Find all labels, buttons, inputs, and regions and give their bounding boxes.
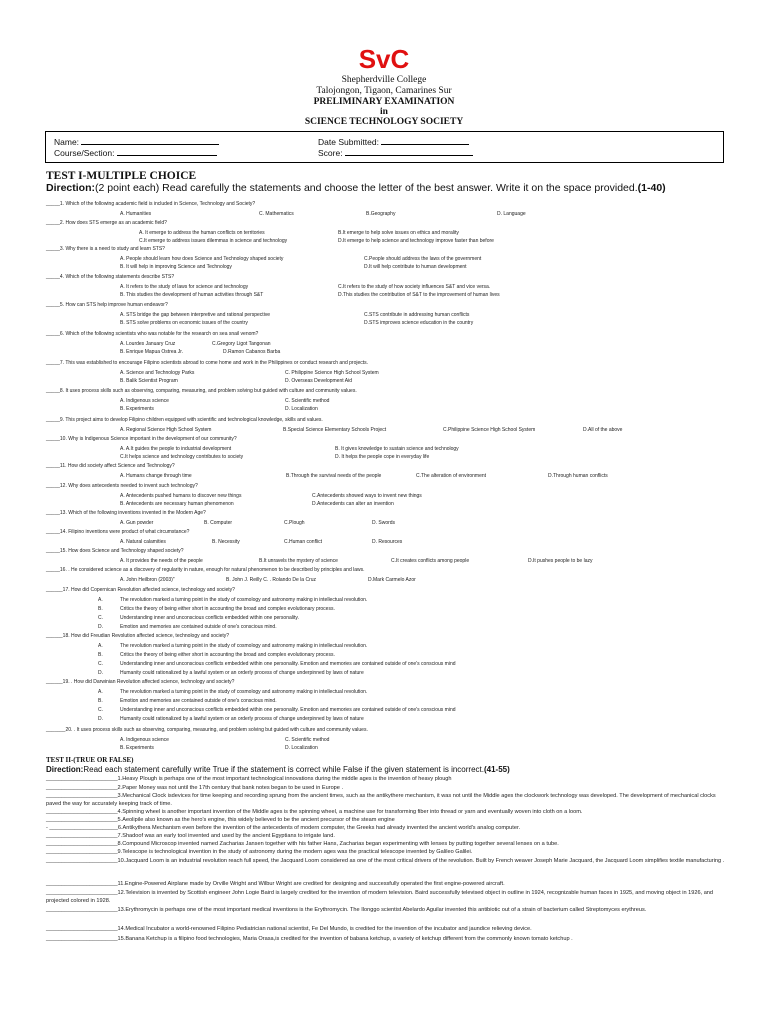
question-18-option-letter: D.: [98, 670, 103, 676]
question-16-option: D.Mark Carmelo Azor: [368, 577, 416, 583]
question-3-option: B. It will help in improving Science and Technology: [120, 264, 232, 270]
school-address: Talojongon, Tigaon, Camarines Sur: [316, 86, 452, 96]
question-15: _____15. How does Science and Technology shaped society?: [46, 548, 184, 554]
question-18-option-letter: C.: [98, 661, 103, 667]
question-17-option: The revolution marked a turning point in the study of cosmology and astronomy making in intellectual revolution.: [120, 597, 368, 603]
tf-item-10: _______________________10.Jacquard Loom is an industrial revolution reach full speed, the Jacquard Loom considered as one of the most critical drivers of the revolution. Built by French weaver Joseph Marie Jacquard, the Jacquard Loom simplifies textile manufacturing .: [46, 858, 725, 864]
question-2: _____2. How does STS emerge as an academic field?: [46, 220, 167, 226]
question-18-option: Understanding inner and unconscious conflicts embedded within one personality. Emotion and memories are contained outside of one's conscious mind: [120, 661, 456, 667]
question-14-option: C.Human conflict: [284, 539, 323, 545]
test1-title: TEST I-MULTIPLE CHOICE: [46, 170, 197, 182]
question-3-option: A. People should learn how does Science and Technology shaped society: [120, 256, 284, 262]
question-12-option: C.Antecedents showed ways to invent new things: [312, 493, 422, 499]
question-1-option: B.Geography: [366, 211, 396, 217]
question-1-option: D. Language: [497, 211, 526, 217]
tf-item-2: _______________________2.Paper Money was not until the 17th century that bank notes began to be used in Europe .: [46, 785, 344, 791]
question-1-option: A. Humanities: [120, 211, 152, 217]
question-7: _____7. This was established to encourage Filipino scientists abroad to come home and work in the Philippines or conduct research and projects.: [46, 360, 369, 366]
question-13-option: D. Swords: [372, 520, 396, 526]
question-2-option: D.It emerge to help science and technology improve faster than before: [338, 238, 494, 244]
question-12-option: D.Antecedents can alter an invention: [312, 501, 394, 507]
question-19-option: The revolution marked a turning point in the study of cosmology and astronomy making in intellectual revolution.: [120, 689, 368, 695]
test2-title: TEST II-(TRUE OR FALSE): [46, 756, 134, 764]
tf-item-5: _______________________5.Aeolipile also known as the hero's engine, this widely believed to be the ancient precursor of the steam engine: [46, 817, 395, 823]
question-14-option: A. Natural calamities: [120, 539, 166, 545]
question-18-option-letter: A.: [98, 643, 103, 649]
question-19-option: Humanity could rationalized by a lawful system or an orderly process of change underpinned by laws of nature: [120, 716, 364, 722]
score-label: Score:: [318, 148, 343, 158]
question-15-option: B.It unravels the mystery of science: [259, 558, 338, 564]
subject-title: SCIENCE TECHNOLOGY SOCIETY: [304, 117, 464, 127]
question-14-option: D. Resources: [372, 539, 403, 545]
question-11-option: D.Through human conflicts: [548, 473, 608, 479]
question-2-option: B.It emerge to help solve issues on ethics and morality: [338, 230, 459, 236]
question-10-option: C.It helps science and technology contributes to society: [120, 454, 244, 460]
tf-item-13: _______________________13.Erythromycin is perhaps one of the most important medical inventions is the Erythromycin. The Ilonggo scientist Abelardo Aguilar invented this antibiotic out of a strain of bacterium called Streptomyces erythreus.: [46, 907, 647, 913]
course-line[interactable]: [117, 147, 217, 156]
tf-item-9: _______________________9.Telescope is technological invention in the study of astronomy during the modern ages was the practical telescope invented by Galileo Galilei.: [46, 849, 473, 855]
question-19-option: Emotion and memories are contained outside of one's conscious mind.: [120, 698, 277, 704]
question-18-option: Humanity could rationalized by a lawful system or an orderly process of change underpinned by laws of nature: [120, 670, 364, 676]
exam-in: in: [380, 107, 388, 117]
question-20-option: A. Indigenous science: [120, 737, 169, 743]
tf-item-3: _______________________3.Mechanical Clock isdevices for time keeping and recording sprung from the ancient times, such as the antikythere mechanism, it was not until the Middle ages the clockwork technology was developed. The development of mechanical clocks paved the way for accurately keeping track of time.: [46, 793, 716, 807]
name-label: Name:: [54, 137, 80, 147]
question-5-option: C.STS contribute in addressing human conflicts: [364, 312, 470, 318]
question-19-option-letter: C.: [98, 707, 103, 713]
question-3: _____3. Why there is a need to study and learn STS?: [46, 246, 165, 252]
question-19-option: Understanding inner and unconscious conflicts embedded within one personality. Emotion and memories are contained outside of one's conscious mind: [120, 707, 456, 713]
date-field[interactable]: [318, 136, 469, 147]
question-16: _____16. . He considered science as a discovery of regularity in nature, enough for natural phenomenon to be described by principles and laws.: [46, 567, 365, 573]
question-11-option: A. Humans change through time: [120, 473, 192, 479]
tf-item-1: _______________________1.Heavy Plough is perhaps one of the most important technological innovations during the middle ages is the invention of heavy plough: [46, 776, 452, 782]
question-16-option: B. John J. Reilly C. . Rolando De la Cruz: [226, 577, 317, 583]
question-4: _____4. Which of the following statements describe STS?: [46, 274, 175, 280]
test2-direction: Direction:Read each statement carefully write True if the statement is correct while False if the given statement is incorrect.(41-55): [46, 765, 510, 774]
question-4-option: A. It refers to the study of laws for science and technology: [120, 284, 249, 290]
score-field[interactable]: [318, 147, 473, 158]
question-17-option: Emotion and memories are contained outside of one's conscious mind.: [120, 624, 277, 630]
question-17: ______17. How did Copernican Revolution affected science, technology and society?: [46, 587, 235, 593]
question-9: _____9. This project aims to develop Filipino children equipped with scientific and technological knowledge, skills and values.: [46, 417, 323, 423]
question-13-option: C.Plough: [284, 520, 305, 526]
question-6-option: B. Enrique Mapua Ostrea Jr.: [120, 349, 184, 355]
question-3-option: C.People should address the laws of the government: [364, 256, 482, 262]
question-19: ______19. . How did Darwinian Revolution affected science, technology and society?: [46, 679, 235, 685]
course-field[interactable]: [54, 147, 217, 158]
question-5: _____5. How can STS help improve human endeavor?: [46, 302, 168, 308]
question-3-option: D.It will help contribute to human development: [364, 264, 467, 270]
question-10: _____10. Why is Indigenous Science important in the development of our community?: [46, 436, 237, 442]
question-4-option: D.This studies the contribution of S&T to the improvement of human lives: [338, 292, 500, 298]
question-12-option: A. Antecedents pushed humans to discover new things: [120, 493, 242, 499]
question-20-option: D. Localization: [285, 745, 318, 751]
question-15-option: D.It pushes people to be lazy: [528, 558, 593, 564]
question-1: _____1. Which of the following academic field is included in Science, Technology and Society?: [46, 201, 256, 207]
question-19-option-letter: A.: [98, 689, 103, 695]
question-14-option: B. Necessity: [212, 539, 240, 545]
question-13-option: A. Gun powder: [120, 520, 154, 526]
tf-item-7: _______________________7.Shadoof was an early tool invented and used by the ancient Egyptians to irrigate land.: [46, 833, 335, 839]
question-4-option: B. This studies the development of human activities through S&T: [120, 292, 264, 298]
question-6-option: A. Lourdes January Cruz: [120, 341, 176, 347]
question-18-option-letter: B.: [98, 652, 103, 658]
question-9-option: C.Philippine Science High School System: [443, 427, 536, 433]
name-field[interactable]: [54, 136, 219, 147]
question-11-option: B.Through the survival needs of the people: [286, 473, 382, 479]
question-10-option: A. A.It guides the people to industrial development: [120, 446, 232, 452]
question-4-option: C.It refers to the study of how society influences S&T and vice versa.: [338, 284, 491, 290]
date-line[interactable]: [381, 136, 469, 145]
question-17-option-letter: D.: [98, 624, 103, 630]
question-8-option: D. Localization: [285, 406, 318, 412]
question-8-option: C. Scientific method: [285, 398, 330, 404]
question-17-option: Critics the theory of being either short in accounting the broad and complex evolutionary process.: [120, 606, 335, 612]
school-name: Shepherdville College: [341, 75, 427, 85]
question-18-option: Critics the theory of being either short in accounting the broad and complex evolutionary process.: [120, 652, 335, 658]
tf-item-11: _______________________11.Engine-Powered Airplane made by Orville Wright and Wilbur Wright are credited for designing and successfully operated the first engine-powered aircraft.: [46, 881, 505, 887]
question-9-option: D.All of the above: [583, 427, 623, 433]
tf-item-12: _______________________12.Television is invented by Scottish engineer John Logie Baird is largely credited for the invention of modern television. Baird successfully televised object in outline in 1924, recognizable human faces in 1925, and moving object in 1926, and projected colored in 1928.: [46, 890, 714, 904]
question-14: _____14. Filipino inventions were product of what circumstance?: [46, 529, 190, 535]
question-6-option: D.Ramon Cabanos Barba: [223, 349, 281, 355]
question-20-option: B. Experiments: [120, 745, 154, 751]
date-label: Date Submitted:: [318, 137, 379, 147]
question-9-option: A. Regional Science High School System: [120, 427, 212, 433]
question-20: _______20. . It uses process skills such as observing, comparing, measuring, and problem solving but guided with culture and community values.: [46, 727, 368, 733]
question-18-option: The revolution marked a turning point in the study of cosmology and astronomy making in intellectual revolution.: [120, 643, 368, 649]
question-7-option: C. Philippine Science High School System: [285, 370, 379, 376]
question-6-option: C.Gregory Ligot Tangonan: [212, 341, 271, 347]
question-11-option: C.The alteration of environment: [416, 473, 487, 479]
question-13: _____13. Which of the following inventions invented in the Modern Age?: [46, 510, 206, 516]
question-11: _____11. How did society affect Science and Technology?: [46, 463, 175, 469]
test1-direction: Direction:(2 point each) Read carefully the statements and choose the letter of the best answer. Write it on the space provided.(1-40): [46, 182, 666, 194]
question-6: _____6. Which of the following scientists who was notable for the research on sea snail venom?: [46, 331, 259, 337]
tf-item-4: _______________________4.Spinning wheel is another important invention of the Middle ages is the spinning wheel, a machine use for transforming fiber into thread or yarn and eventually woven into cloth on a loom.: [46, 809, 583, 815]
question-5-option: B. STS solve problems on economic issues of the country: [120, 320, 248, 326]
question-12: _____12. Why does antecedents needed to invent such technology?: [46, 483, 198, 489]
question-16-option: A. John Heilbron (2003)": [120, 577, 175, 583]
question-8-option: B. Experiments: [120, 406, 154, 412]
question-8-option: A. Indigenous science: [120, 398, 169, 404]
question-17-option: Understanding inner and unconscious conflicts embedded within one personality.: [120, 615, 299, 621]
tf-item-8: _______________________8.Compound Microscop invented named Zacharias Jansen together with his father Hans, Zacharias began experimenting with lenses by putting together several lenses on a tube.: [46, 841, 559, 847]
question-2-option: A. It emerge to address the human conflicts on territories: [139, 230, 265, 236]
college-logo: SvC: [358, 44, 410, 74]
question-13-option: B. Computer: [204, 520, 233, 526]
question-10-option: B. It gives knowledge to sustain science and technology: [335, 446, 459, 452]
tf-item-14: _______________________14.Medical Incubator a world-renowned Filipino Pediatrician national scientist, Fe Del Mundo, is credited for the invention of the incubator and jaundice relieving device.: [46, 926, 532, 932]
question-20-option: C. Scientific method: [285, 737, 330, 743]
question-2-option: C.It emerge to address issues dilemmas in science and technology: [139, 238, 288, 244]
name-line[interactable]: [81, 136, 219, 145]
question-15-option: A. It provides the needs of the people: [120, 558, 203, 564]
question-8: _____8. It uses process skills such as observing, comparing, measuring, and problem solving but guided with culture and community values.: [46, 388, 357, 394]
question-7-option: A. Science and Technology Parks: [120, 370, 195, 376]
score-line[interactable]: [345, 147, 473, 156]
question-7-option: D. Overseas Development Aid: [285, 378, 352, 384]
question-17-option-letter: A.: [98, 597, 103, 603]
course-label: Course/Section:: [54, 148, 115, 158]
question-18: ______18. How did Freudian Revolution affected science, technology and society?: [46, 633, 230, 639]
question-10-option: D. It helps the people cope in everyday life: [335, 454, 430, 460]
question-7-option: B. Balik Scientist Program: [120, 378, 178, 384]
question-15-option: C.It creates conflicts among people: [391, 558, 470, 564]
question-5-option: D.STS improves science education in the country: [364, 320, 474, 326]
question-1-option: C. Mathematics: [259, 211, 294, 217]
question-17-option-letter: C.: [98, 615, 103, 621]
question-9-option: B.Special Science Elementary Schools Project: [283, 427, 387, 433]
tf-item-6: - ______________________6.Antikythera Mechanism even before the invention of the antecedents of modern computer, the Greeks had already invented the ancient world's analog computer.: [46, 825, 521, 831]
question-5-option: A. STS bridge the gap between interpretive and rational perspective: [120, 312, 271, 318]
question-12-option: B. Antecedents are necessary human phenomenon: [120, 501, 234, 507]
exam-title: PRELIMINARY EXAMINATION: [313, 97, 455, 107]
question-19-option-letter: B.: [98, 698, 103, 704]
question-19-option-letter: D.: [98, 716, 103, 722]
question-17-option-letter: B.: [98, 606, 103, 612]
tf-item-15: _______________________15.Banana Ketchup is a filipino food technologies, Maria Orasa,is credited for the invention of babana ketchup, a variety of ketchup different from the commonly known tomato ketchup .: [46, 936, 573, 942]
student-info-box: [45, 131, 724, 163]
